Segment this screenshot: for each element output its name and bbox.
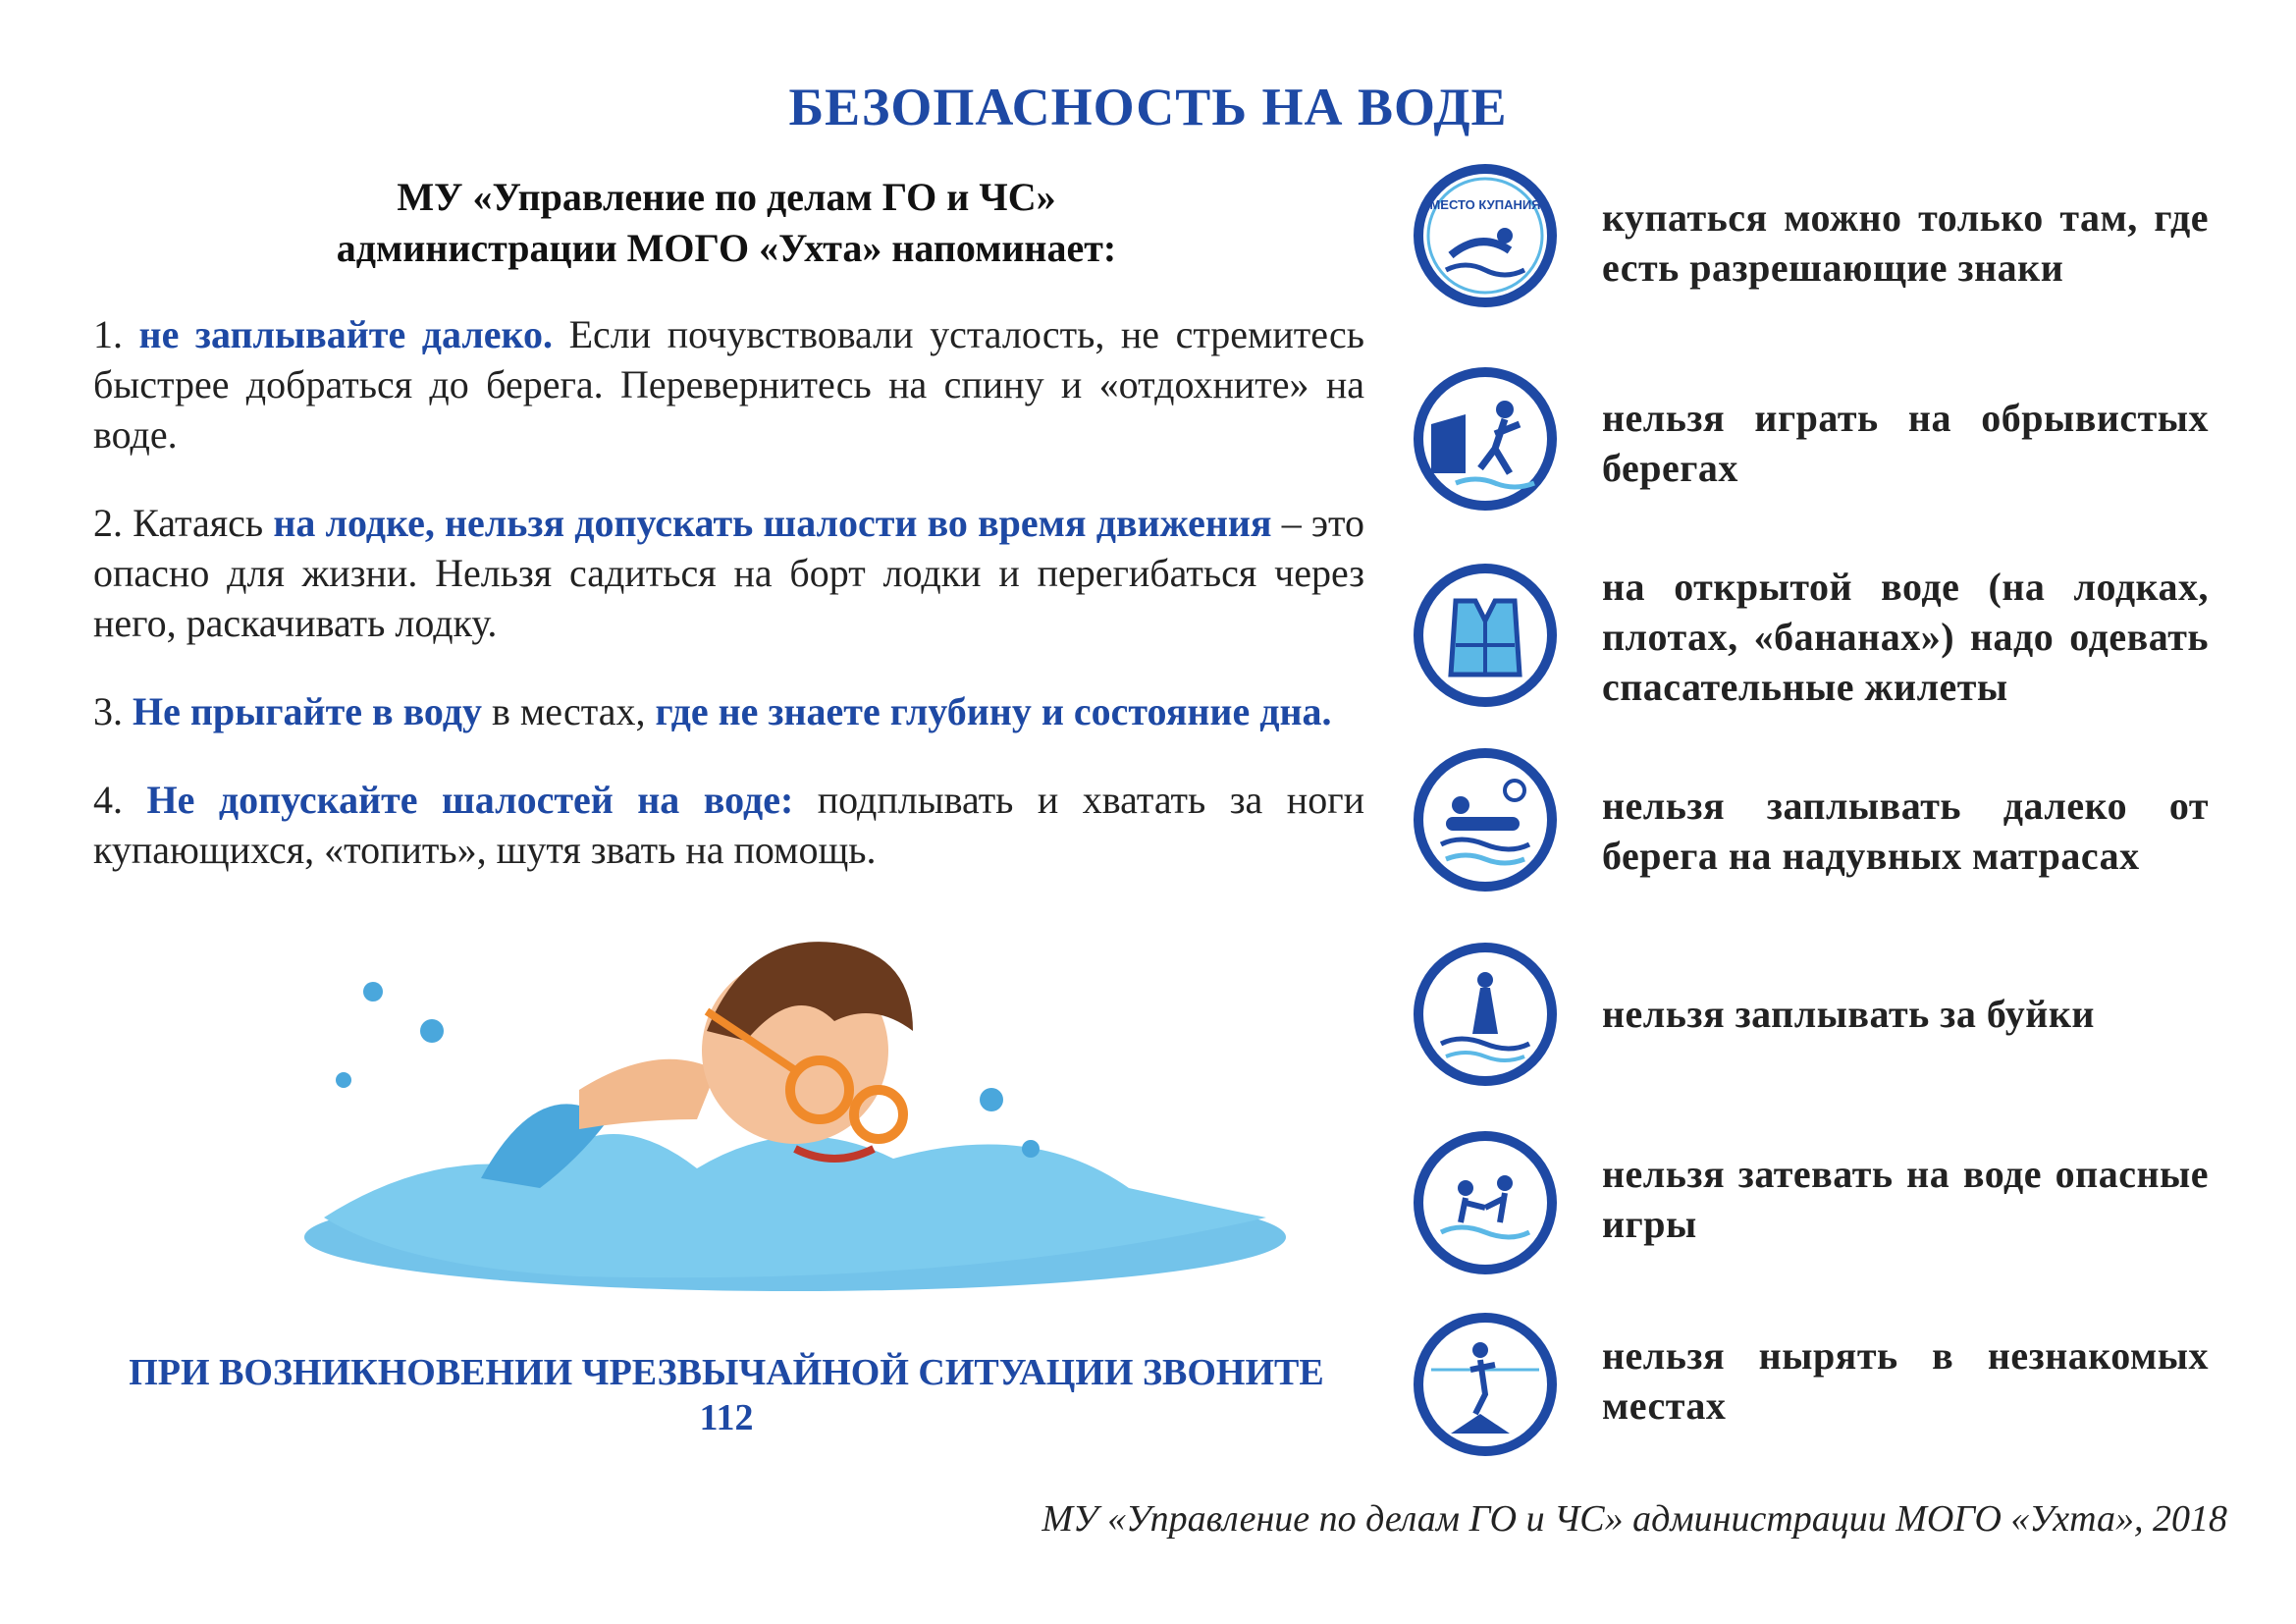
rule-emphasis: Не допускайте шалостей на воде: [146, 778, 794, 822]
sign-text-6: нельзя затевать на воде опасные игры [1602, 1152, 2209, 1246]
swimming-place-sign-icon [1412, 162, 1559, 309]
buoy-sign-icon [1412, 941, 1559, 1088]
rule-emphasis: на лодке, нельзя допускать шалости во время движения [273, 501, 1272, 545]
sign-text-4: нельзя заплывать далеко от берега на надувных матрасах [1602, 784, 2209, 878]
rule-text: в местах, [482, 689, 656, 733]
sign-text-2: нельзя играть на обрывистых берегах [1602, 396, 2209, 490]
sign-label: МЕСТО КУПАНИЯ [1429, 197, 1541, 212]
rule-3 [93, 686, 1364, 736]
rule-emphasis: не заплывайте далеко. [138, 312, 554, 356]
inflatable-mattress-sign-icon [1412, 746, 1559, 893]
intro-line-1: МУ «Управление по делам ГО и ЧС» [397, 175, 1056, 219]
emergency-text: ПРИ ВОЗНИКНОВЕНИИ ЧРЕЗВЫЧАЙНОЙ СИТУАЦИИ ЗВОНИТЕ [129, 1352, 1324, 1393]
rule-text: Если почувствовали усталость, не стремитесь быстрее добраться до берега. Перевернитесь на спину и «отдохните» на воде. [93, 312, 1365, 457]
dangerous-games-sign-icon [1412, 1129, 1559, 1276]
rule-text: – это опасно для жизни. Нельзя садиться на борт лодки и перегибаться через него, раскачивать лодку. [93, 501, 1365, 645]
sign-text-1: купаться можно только там, где есть разрешающие знаки [1602, 195, 2209, 290]
falling-from-cliff-sign-icon [1412, 365, 1559, 513]
rule-number: 4. [93, 778, 123, 822]
rules-list [93, 309, 1364, 913]
swimming-boy-illustration [285, 923, 1286, 1316]
rule-number: 1. [93, 312, 123, 356]
footer-credit: МУ «Управление по делам ГО и ЧС» администрации МОГО «Ухта», 2018 [1041, 1498, 2227, 1540]
page-title: БЕЗОПАСНОСТЬ НА ВОДЕ [788, 78, 1508, 136]
sign-text-3: на открытой воде (на лодках, плотах, «бананах») надо одевать спасательные жилеты [1602, 565, 2209, 709]
emergency-number: 112 [699, 1397, 754, 1438]
rule-2 [93, 498, 1364, 648]
rule-number: 2. [93, 501, 123, 545]
diving-sign-icon [1412, 1311, 1559, 1458]
rule-emphasis: Не прыгайте в воду [133, 689, 483, 733]
life-jacket-sign-icon [1412, 562, 1559, 709]
rule-emphasis: где не знаете глубину и состояние дна. [655, 689, 1332, 733]
rule-text: Катаясь [123, 501, 274, 545]
intro-heading [88, 172, 1364, 274]
rule-text: подплывать и хватать за ноги купающихся, «топить», шутя звать на помощь. [93, 778, 1365, 872]
sign-text-5: нельзя заплывать за буйки [1602, 992, 2095, 1036]
emergency-notice [88, 1350, 1364, 1440]
sign-text-7: нельзя нырять в незнакомых местах [1602, 1333, 2209, 1428]
rule-number: 3. [93, 689, 123, 733]
rule-1 [93, 309, 1364, 460]
intro-line-2: администрации МОГО «Ухта» напоминает: [336, 226, 1117, 270]
rule-4 [93, 775, 1364, 875]
